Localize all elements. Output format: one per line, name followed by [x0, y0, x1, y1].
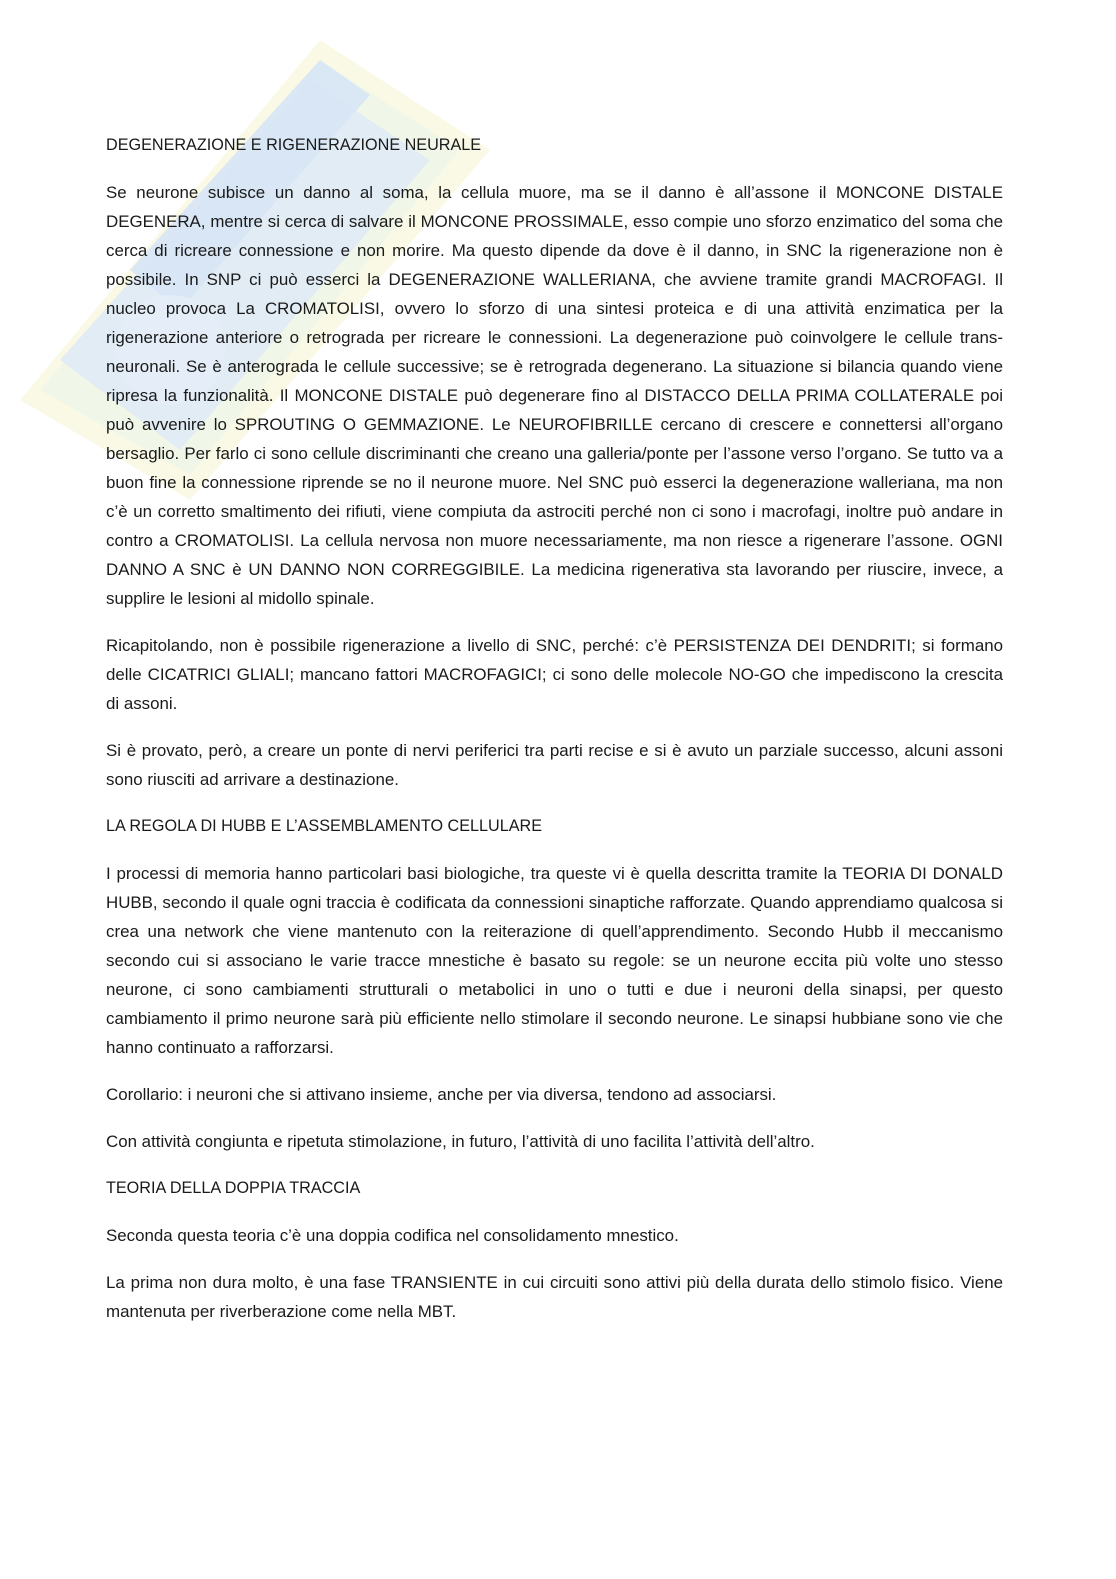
- paragraph-teoria-hubb: I processi di memoria hanno particolari basi biologiche, tra queste vi è quella descritta tramite la TEORIA DI DONALD HUBB, secondo il quale ogni traccia è codificata da connessioni sinaptiche rafforzate. Quando apprendiamo qualcosa si crea una network che viene mantenuto con la reiterazione di quell’apprendimento. Secondo Hubb il meccanismo secondo cui si associano le varie tracce mnestiche è basato su regole: se un neurone eccita più volte uno stesso neurone, ci sono cambiamenti strutturali o metabolici in uno o tutti e due i neuroni della sinapsi, per questo cambiamento il primo neurone sarà più efficiente nello stimolare il secondo neurone. Le sinapsi hubbiane sono vie che hanno continuato a rafforzarsi.: [106, 864, 1003, 1057]
- section-heading-regola-hubb: LA REGOLA DI HUBB E L’ASSEMBLAMENTO CELLULARE: [106, 817, 543, 835]
- section-heading-doppia-traccia: TEORIA DELLA DOPPIA TRACCIA: [106, 1179, 361, 1197]
- section-heading-degenerazione: DEGENERAZIONE E RIGENERAZIONE NEURALE: [106, 136, 482, 154]
- document-page: [106, 131, 1003, 1344]
- paragraph-doppia-codifica: Seconda questa teoria c’è una doppia codifica nel consolidamento mnestico.: [106, 1226, 679, 1245]
- paragraph-ponte-nervi: Si è provato, però, a creare un ponte di nervi periferici tra parti recise e si è avuto un parziale successo, alcuni assoni sono riusciti ad arrivare a destinazione.: [106, 741, 1003, 789]
- paragraph-attivita-congiunta: Con attività congiunta e ripetuta stimolazione, in futuro, l’attività di uno facilita l’attività dell’altro.: [106, 1132, 815, 1151]
- paragraph-corollario: Corollario: i neuroni che si attivano insieme, anche per via diversa, tendono ad associarsi.: [106, 1085, 777, 1104]
- paragraph-ricapitolando: Ricapitolando, non è possibile rigenerazione a livello di SNC, perché: c’è PERSISTENZA DEI DENDRITI; si formano delle CICATRICI GLIALI; mancano fattori MACROFAGICI; ci sono delle molecole NO-GO che impediscono la crescita di assoni.: [106, 636, 1003, 713]
- paragraph-fase-transiente: La prima non dura molto, è una fase TRANSIENTE in cui circuiti sono attivi più della durata dello stimolo fisico. Viene mantenuta per riverberazione come nella MBT.: [106, 1273, 1003, 1321]
- paragraph-danno-neurone: Se neurone subisce un danno al soma, la cellula muore, ma se il danno è all’assone il MONCONE DISTALE DEGENERA, mentre si cerca di salvare il MONCONE PROSSIMALE, esso compie uno sforzo enzimatico del soma che cerca di ricreare connessione e non morire. Ma questo dipende da dove è il danno, in SNC la rigenerazione non è possibile. In SNP ci può esserci la DEGENERAZIONE WALLERIANA, che avviene tramite grandi MACROFAGI. Il nucleo provoca La CROMATOLISI, ovvero lo sforzo di una sintesi proteica e di una attività enzimatica per la rigenerazione anteriore o retrograda per ricreare le connessioni. La degenerazione può coinvolgere le cellule trans-neuronali. Se è anterograda le cellule successive; se è retrograda degenerano. La situazione si bilancia quando viene ripresa la funzionalità. Il MONCONE DISTALE può degenerare fino al DISTACCO DELLA PRIMA COLLATERALE poi può avvenire lo SPROUTING O GEMMAZIONE. Le NEUROFIBRILLE cercano di crescere e connettersi all’organo bersaglio. Per farlo ci sono cellule discriminanti che creano una galleria/ponte per l’assone verso l’organo. Se tutto va a buon fine la connessione riprende se no il neurone muore. Nel SNC può esserci la degenerazione walleriana, ma non c’è un corretto smaltimento dei rifiuti, viene compiuta da astrociti perché non ci sono i macrofagi, inoltre può andare in contro a CROMATOLISI. La cellula nervosa non muore necessariamente, ma non riesce a rigenerare l’assone. OGNI DANNO A SNC è UN DANNO NON CORREGGIBILE. La medicina rigenerativa sta lavorando per riuscire, invece, a supplire le lesioni al midollo spinale.: [106, 183, 1003, 608]
